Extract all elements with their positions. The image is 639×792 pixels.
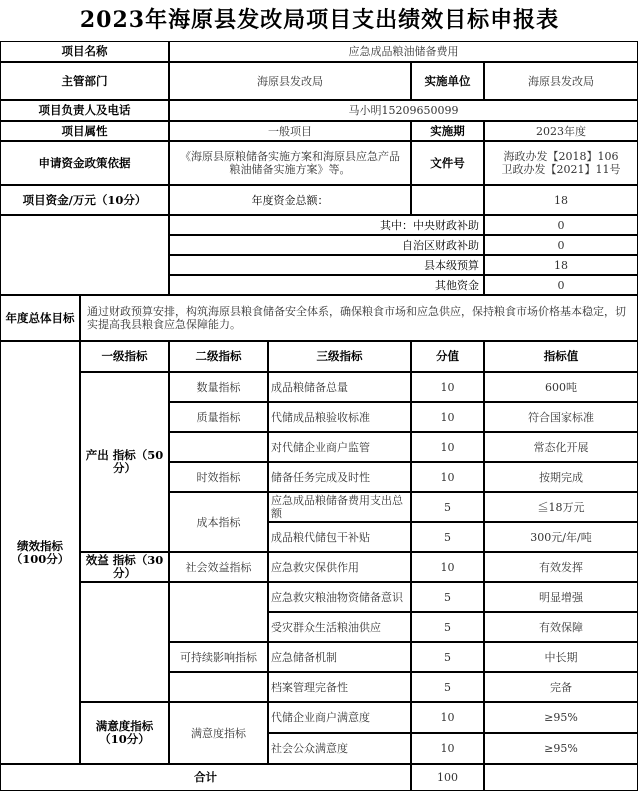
- page-title: 2023年海原县发改局项目支出绩效目标申报表: [79, 7, 560, 33]
- score-cell: 5: [411, 642, 484, 672]
- value-cell: 完备: [484, 672, 638, 702]
- header-level2: 二级指标: [169, 341, 268, 372]
- level1-output: 产出 指标（50分）: [80, 372, 169, 552]
- funds-value-central: 0: [484, 215, 638, 235]
- score-cell: 10: [411, 432, 484, 462]
- value-cell: 600吨: [484, 372, 638, 402]
- value-cell: 符合国家标准: [484, 402, 638, 432]
- score-cell: 10: [411, 733, 484, 764]
- score-cell: 5: [411, 492, 484, 522]
- level1-blank: [80, 582, 169, 702]
- score-cell: 5: [411, 672, 484, 702]
- header-level3: 三级指标: [268, 341, 411, 372]
- value-cell: ≥95%: [484, 702, 638, 733]
- header-level1: 一级指标: [80, 341, 169, 372]
- level3-row: 应急成品粮储备费用支出总额: [268, 492, 411, 522]
- impl-unit-value: 海原县发改局: [484, 62, 638, 100]
- header-value: 指标值: [484, 341, 638, 372]
- value-cell: ≦18万元: [484, 492, 638, 522]
- level2-quality: 质量指标: [169, 402, 268, 432]
- total-blank: [484, 764, 638, 791]
- value-cell: 有效发挥: [484, 552, 638, 582]
- score-cell: 10: [411, 402, 484, 432]
- header-score: 分值: [411, 341, 484, 372]
- level3-row: 储备任务完成及时性: [268, 462, 411, 492]
- dept-label: 主管部门: [0, 62, 169, 100]
- value-cell: 常态化开展: [484, 432, 638, 462]
- funds-name-central: 其中：中央财政补助: [169, 215, 484, 235]
- policy-value: 《海原县原粮储备实施方案和海原县应急产品粮油储备实施方案》等。: [169, 141, 411, 185]
- level2-blank-2: [169, 582, 268, 642]
- funds-label: 项目资金/万元（10分）: [0, 185, 169, 215]
- score-cell: 5: [411, 522, 484, 552]
- score-cell: 5: [411, 582, 484, 612]
- impl-unit-label: 实施单位: [411, 62, 484, 100]
- level3-row: 代储企业商户满意度: [268, 702, 411, 733]
- value-cell: 按期完成: [484, 462, 638, 492]
- doc-number-1: 海政办发【2018】106: [503, 150, 619, 163]
- score-cell: 10: [411, 552, 484, 582]
- contact-value: 马小明15209650099: [169, 100, 638, 121]
- project-name-value: 应急成品粮油储备费用: [169, 41, 638, 62]
- level2-timeliness: 时效指标: [169, 462, 268, 492]
- level2-sustainable: 可持续影响指标: [169, 642, 268, 672]
- funds-value-total: 18: [484, 185, 638, 215]
- level3-row: 应急救灾粮油物资储备意识: [268, 582, 411, 612]
- policy-label: 申请资金政策依据: [0, 141, 169, 185]
- level3-row: 受灾群众生活粮油供应: [268, 612, 411, 642]
- score-cell: 10: [411, 462, 484, 492]
- doc-number-label: 文件号: [411, 141, 484, 185]
- funds-value-region: 0: [484, 235, 638, 255]
- level3-row: 成品粮储备总量: [268, 372, 411, 402]
- attr-value: 一般项目: [169, 121, 411, 141]
- attr-label: 项目属性: [0, 121, 169, 141]
- total-value: 100: [411, 764, 484, 791]
- level3-row: 成品粮代储包干补贴: [268, 522, 411, 552]
- funds-name-other: 其他资金: [169, 275, 484, 295]
- doc-number-value: [484, 141, 638, 185]
- value-cell: 有效保障: [484, 612, 638, 642]
- level3-row: 应急救灾保供作用: [268, 552, 411, 582]
- level3-row: 对代储企业商户监管: [268, 432, 411, 462]
- period-label: 实施期: [411, 121, 484, 141]
- dept-value: 海原县发改局: [169, 62, 411, 100]
- funds-value-county: 18: [484, 255, 638, 275]
- value-cell: 中长期: [484, 642, 638, 672]
- level3-row: 应急储备机制: [268, 642, 411, 672]
- value-cell: ≥95%: [484, 733, 638, 764]
- score-cell: 5: [411, 612, 484, 642]
- annual-goal-label: 年度总体目标: [0, 295, 80, 341]
- funds-blank: [0, 215, 169, 295]
- funds-name-total: 年度资金总额：: [169, 185, 411, 215]
- level1-satisfaction: 满意度指标（10分）: [80, 702, 169, 764]
- level3-row: 社会公众满意度: [268, 733, 411, 764]
- level3-row: 代储成品粮验收标准: [268, 402, 411, 432]
- total-label: 合计: [0, 764, 411, 791]
- funds-spacer: [411, 185, 484, 215]
- score-cell: 10: [411, 372, 484, 402]
- level2-satisfaction: 满意度指标: [169, 702, 268, 764]
- level1-benefit: 效益 指标（30分）: [80, 552, 169, 582]
- level2-quantity: 数量指标: [169, 372, 268, 402]
- perf-label: 绩效指标（100分）: [0, 341, 80, 764]
- period-value: 2023年度: [484, 121, 638, 141]
- contact-label: 项目负责人及电话: [0, 100, 169, 121]
- level2-cost: 成本指标: [169, 492, 268, 552]
- level2-social: 社会效益指标: [169, 552, 268, 582]
- level3-row: 档案管理完备性: [268, 672, 411, 702]
- level2-blank-1: [169, 432, 268, 462]
- funds-name-region: 自治区财政补助: [169, 235, 484, 255]
- funds-name-county: 县本级预算: [169, 255, 484, 275]
- funds-value-other: 0: [484, 275, 638, 295]
- value-cell: 300元/年/吨: [484, 522, 638, 552]
- value-cell: 明显增强: [484, 582, 638, 612]
- level2-blank-3: [169, 672, 268, 702]
- project-name-label: 项目名称: [0, 41, 169, 62]
- doc-number-2: 卫政办发【2021】11号: [501, 163, 621, 176]
- score-cell: 10: [411, 702, 484, 733]
- annual-goal-value: 通过财政预算安排，构筑海原县粮食储备安全体系，确保粮食市场和应急供应，保持粮食市场价格基本稳定，切实提高我县粮食应急保障能力。: [80, 295, 638, 341]
